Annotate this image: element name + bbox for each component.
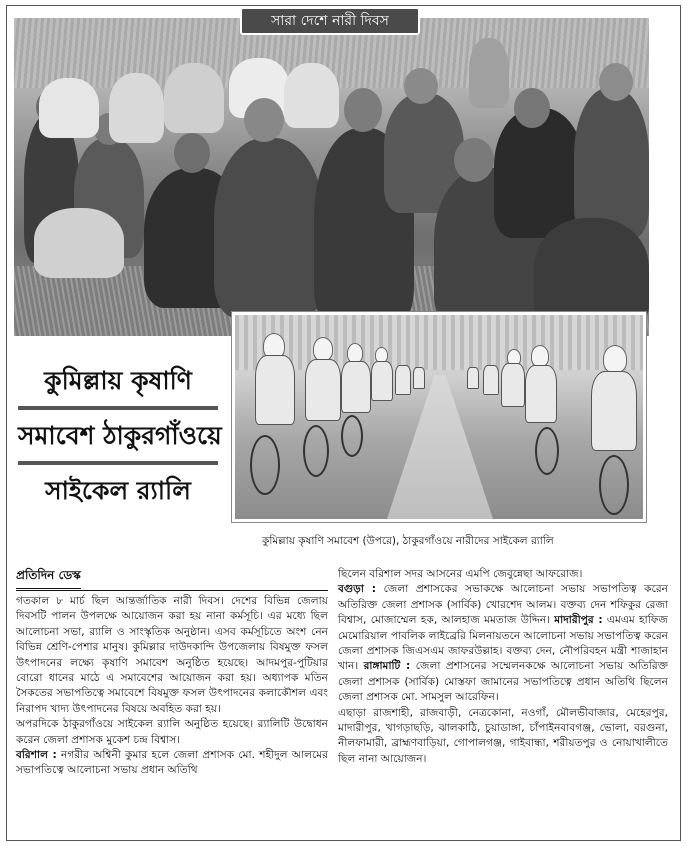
place-lead: মাদারীপুর : <box>554 614 603 627</box>
place-lead: রাঙ্গামাটি : <box>363 660 411 673</box>
section-tag: সারা দেশে নারী দিবস <box>240 7 420 35</box>
paragraph-text: নগরীর অশ্বিনী কুমার হলে জেলা প্রশাসক মো. শহীদুল আলমের সভাপতিত্বে আলোচনা সভায় প্রধান অতিথি <box>16 749 328 777</box>
cycle-rally-photo <box>232 312 646 522</box>
headline-rule <box>18 406 218 410</box>
headline-line-1: কুমিল্লায় কৃষাণি <box>44 366 192 395</box>
headline <box>18 357 222 514</box>
paragraph <box>16 748 328 779</box>
article-column-right <box>338 567 668 767</box>
paragraph-text: এমএম হাফিজ মেমোরিয়াল পাবলিক লাইব্রেরি মিলনায়তনে আলোচনা সভায় সভাপতিত্ব করেন জেলা প্রশাসক জিএসএম জাফরউল্লাহ। বক্তব্য দেন, নৌপরিবহন মন্ত্রী শাজাহান খান। <box>338 614 669 673</box>
place-lead: বগুড়া : <box>338 583 377 596</box>
byline: প্রতিদিন ডেস্ক <box>16 567 81 589</box>
paragraph: ছিলেন বরিশাল সদর আসনের এমপি জেবুন্নেছা আফরোজ। <box>338 568 583 580</box>
paragraph-text: জেলা প্রশাসনের সম্মেলনকক্ষে আলোচনা সভায় অতিরিক্ত জেলা প্রশাসক (সার্বিক) মোস্তফা জামানের সভাপতিত্বে প্রধান অতিথি ছিলেন জেলা প্রশাসক মো. সামসুল আরেফিন। <box>338 660 668 704</box>
headline-rule <box>18 461 218 465</box>
paragraph: গতকাল ৮ মার্চ ছিল আন্তর্জাতিক নারী দিবস। দেশের বিভিন্ন জেলায় দিবসটি পালন উপলক্ষে আয়োজন করা হয় নানা কর্মসূচি। এর মধ্যে ছিল আলোচনা সভা, র‍্যালি ও সাংস্কৃতিক অনুষ্ঠান। এসব কর্মসূচিতে অংশ নেন বিভিন্ন শ্রেণি-পেশার মানুষ। কুমিল্লার দাউদকান্দি উপজেলায় বিষমুক্ত ফসল উৎপাদনের লক্ষ্যে কৃষাণি সমাবেশ অনুষ্ঠিত হয়েছে। আদমপুর-পুটিয়ার বোরো ধানের মাঠে এ সমাবেশের আয়োজন করা হয়। অধ্যাপক মতিন সৈকতের সভাপতিত্বে সমাবেশে বিষমুক্ত ফসল উৎপাদনের কলাকৌশল এবং নিরাপদ খাদ্য উৎপাদনের বিষয়ে অবহিত করা হয়। <box>16 595 328 715</box>
paragraph <box>338 582 668 705</box>
photo-caption: কুমিল্লায় কৃষাণি সমাবেশ (উপরে), ঠাকুরগাঁওয়ে নারীদের সাইকেল র‍্যালি <box>262 535 554 547</box>
byline-rule <box>16 590 328 591</box>
place-lead: বরিশাল : <box>16 749 57 762</box>
paragraph: এছাড়া রাজশাহী, রাজবাড়ী, নেত্রকোনা, নওগাঁ, মৌলভীবাজার, মেহেরপুর, মাদারীপুর, খাগড়াছড়ি, ঝালকাঠি, চুয়াডাঙ্গা, চাঁপাইনবাবগঞ্জ, ভোলা, বরগুনা, নীলফামারী, ব্রাহ্মণবাড়িয়া, গোপালগঞ্জ, গাইবান্ধা, শরীয়তপুর ও নোয়াখালীতে ছিল নানা আয়োজন। <box>338 706 668 765</box>
paragraph: অপরদিকে ঠাকুরগাঁওয়ে সাইকেল র‍্যালি অনুষ্ঠিত হয়েছে। র‍্যালিটি উদ্বোধন করেন জেলা প্রশাসক মুকেশ চন্দ্র বিশ্বাস। <box>16 718 328 746</box>
article-column-left <box>16 594 328 779</box>
road <box>385 375 495 522</box>
farmers-rally-photo <box>14 18 649 336</box>
headline-line-2: সমাবেশ ঠাকুরগাঁওয়ে <box>18 421 222 450</box>
paragraph-text: জেলা প্রশাসকের সভাকক্ষে আলোচনা সভায় সভাপতিত্ব করেন অতিরিক্ত জেলা প্রশাসক (সার্বিক) খোরশেদ আলম। বক্তব্য দেন শফিকুর রেজা বিশ্বাস, মোজাম্মেল হক, আলহাজ মমতাজ উদ্দিন। <box>338 583 669 627</box>
headline-line-3: সাইকেল র‍্যালি <box>45 476 191 505</box>
